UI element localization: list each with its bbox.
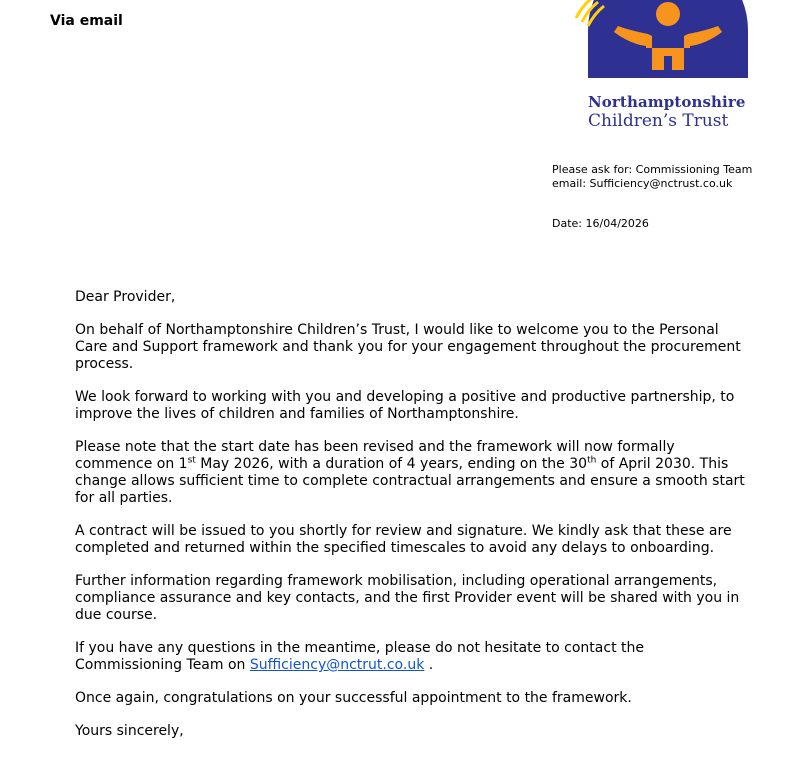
via-email-label: Via email: [50, 13, 123, 29]
paragraph-welcome: On behalf of Northamptonshire Children’s Trust, I would like to welcome you to the Personal Care and Support framework and thank you for your engagement throughout the procurement process.: [75, 322, 741, 372]
start-date-text-c: of April 2030. This change allows sufficient time to complete contractual arrangements and ensure a smooth start for all parties.: [75, 456, 745, 506]
letter-date: Date: 16/04/2026: [552, 217, 649, 230]
logo-name-line1: Northamptonshire: [588, 93, 746, 111]
paragraph-contract: A contract will be issued to you shortly for review and signature. We kindly ask that these are completed and returned within the specified timescales to avoid any delays to onboarding.: [75, 523, 732, 556]
paragraph-partnership: We look forward to working with you and developing a positive and productive partnership, to improve the lives of children and families of Northamptonshire.: [75, 389, 735, 422]
questions-text-end: .: [424, 657, 434, 673]
logo-name-line2: Children’s Trust: [588, 111, 729, 131]
ordinal-th: th: [587, 455, 597, 466]
paragraph-mobilisation: Further information regarding framework mobilisation, including operational arrangements, compliance assurance and key contacts, and the first Provider event will be shared with you in due course.: [75, 573, 740, 623]
salutation: Dear Provider,: [75, 289, 176, 305]
closing: Yours sincerely,: [75, 723, 184, 739]
sufficiency-email-link[interactable]: Sufficiency@nctrut.co.uk: [249, 657, 425, 673]
questions-text: If you have any questions in the meantime, please do not hesitate to contact the Commissioning Team on: [75, 640, 644, 673]
contact-block: [552, 163, 752, 191]
paragraph-congratulations: Once again, congratulations on your successful appointment to the framework.: [75, 690, 632, 706]
contact-email-text: email: Sufficiency@nctrust.co.uk: [552, 177, 733, 190]
start-date-text-b: May 2026, with a duration of 4 years, ending on the 30: [195, 456, 588, 472]
paragraph-questions: [75, 640, 755, 674]
ask-for-text: Please ask for: Commissioning Team: [552, 163, 753, 176]
start-date-text-a: Please note that the start date has been revised and the framework will now formally commence on 1: [75, 439, 675, 472]
ordinal-st: st: [187, 455, 196, 466]
letter-body: [75, 289, 755, 756]
paragraph-start-date: [75, 439, 755, 507]
